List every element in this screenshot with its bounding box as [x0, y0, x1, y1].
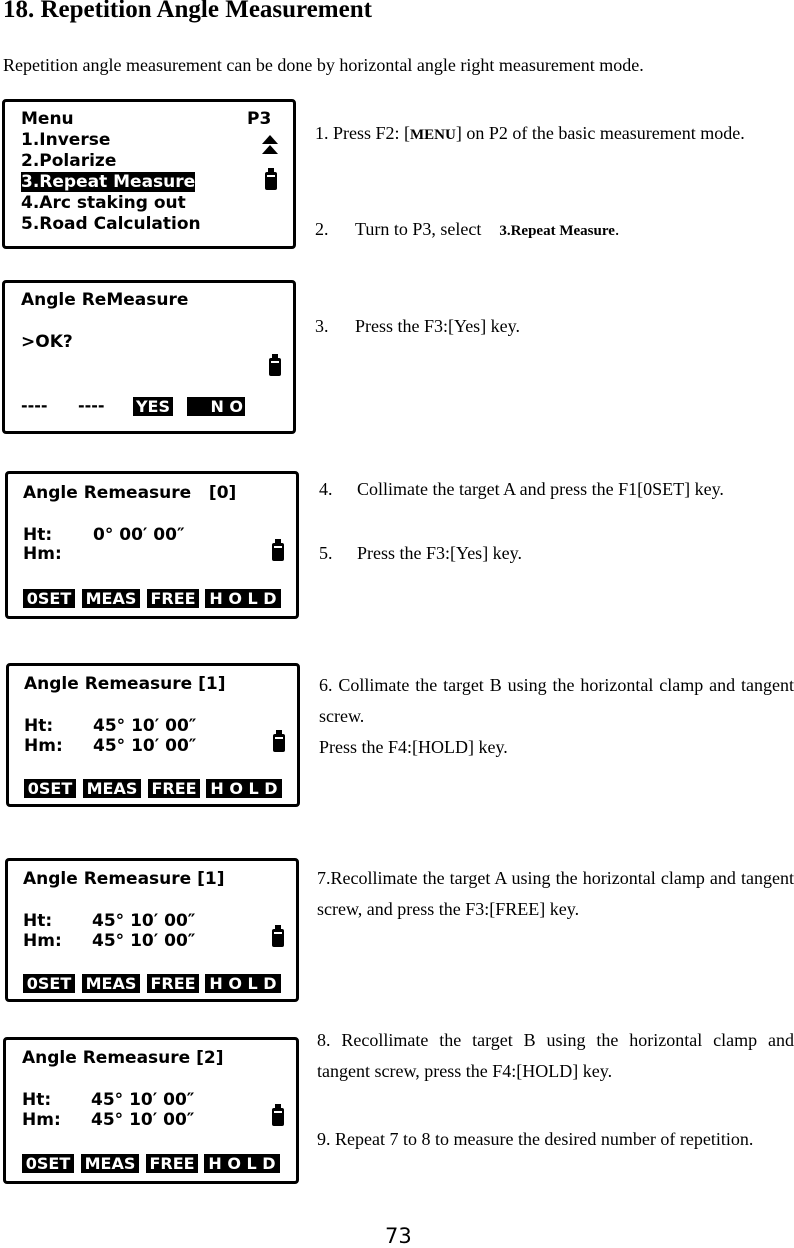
- step-7-text: 7.Recollimate the target A using the horizontal clamp and tangent screw, and press the F3:[FREE] key.: [317, 868, 794, 919]
- ht-label: Ht:: [23, 525, 53, 545]
- screen-remeasure-2: [3, 1037, 299, 1184]
- softkey-0set[interactable]: 0SET: [24, 779, 76, 798]
- hm-value: 45° 10′ 00″: [92, 931, 196, 951]
- hm-value: 45° 10′ 00″: [91, 1110, 195, 1130]
- battery-icon: [272, 1108, 284, 1126]
- ht-value: 45° 10′ 00″: [93, 716, 197, 736]
- softkey-free[interactable]: FREE: [147, 589, 199, 608]
- softkey-0set[interactable]: 0SET: [23, 974, 75, 993]
- screen-menu: [2, 99, 296, 249]
- hm-label: Hm:: [22, 1110, 61, 1130]
- ht-label: Ht:: [23, 911, 53, 931]
- step-1-text: 1. Press F2: [MENU] on P2 of the basic measurement mode.: [315, 123, 745, 143]
- step-4-text: 4. Collimate the target A and press the F1[0SET] key.: [319, 479, 724, 499]
- softkey-meas[interactable]: MEAS: [83, 779, 141, 798]
- remeasure-title: Angle Remeasure [1]: [24, 674, 226, 694]
- battery-icon: [265, 172, 277, 190]
- softkey-hold[interactable]: H O L D: [205, 974, 281, 993]
- softkey-hold[interactable]: H O L D: [206, 779, 282, 798]
- double-up-arrow-icon: [262, 135, 278, 155]
- menu-item-arc-staking[interactable]: 4.Arc staking out: [21, 193, 186, 213]
- menu-item-repeat-measure[interactable]: 3.Repeat Measure: [21, 172, 196, 192]
- softkey-hold[interactable]: H O L D: [205, 589, 281, 608]
- battery-icon: [273, 734, 285, 752]
- page-number: 73: [385, 1224, 412, 1248]
- softkey-free[interactable]: FREE: [146, 1154, 198, 1173]
- hm-value: 45° 10′ 00″: [93, 736, 197, 756]
- step-6-text: 6. Collimate the target B using the horizontal clamp and tangent screw. Press the F4:[HOLD] key.: [319, 675, 794, 757]
- remeasure-title: Angle Remeasure [1]: [23, 869, 225, 889]
- menu-title: Menu: [21, 109, 74, 129]
- screen-confirm: [2, 280, 296, 434]
- softkey-meas[interactable]: MEAS: [82, 589, 140, 608]
- softkey-meas[interactable]: MEAS: [82, 974, 140, 993]
- ht-label: Ht:: [22, 1090, 52, 1110]
- step-9-text: 9. Repeat 7 to 8 to measure the desired number of repetition.: [317, 1129, 754, 1149]
- step-5-text: 5. Press the F3:[Yes] key.: [319, 543, 523, 563]
- step-8-text: 8. Recollimate the target B using the horizontal clamp and tangent screw, press the F4:[HOLD] key.: [317, 1030, 794, 1081]
- softkey-yes[interactable]: YES: [133, 397, 173, 416]
- ht-value: 45° 10′ 00″: [92, 911, 196, 931]
- hm-label: Hm:: [23, 931, 62, 951]
- screen-remeasure-1b: [5, 858, 299, 1002]
- softkey-free[interactable]: FREE: [148, 779, 200, 798]
- screen-remeasure-0: [5, 471, 299, 619]
- remeasure-title: Angle Remeasure [2]: [22, 1048, 224, 1068]
- battery-icon: [272, 543, 284, 561]
- softkey-f1[interactable]: ----: [21, 396, 48, 415]
- softkey-hold[interactable]: H O L D: [204, 1154, 280, 1173]
- softkey-no[interactable]: N O: [187, 397, 245, 416]
- hm-label: Hm:: [24, 736, 63, 756]
- softkey-0set[interactable]: 0SET: [23, 589, 75, 608]
- menu-item-polarize[interactable]: 2.Polarize: [21, 151, 117, 171]
- intro-text: Repetition angle measurement can be done by horizontal angle right measurement mode.: [3, 55, 644, 75]
- ht-label: Ht:: [24, 716, 54, 736]
- step-2-text: 2. Turn to P3, select 3.Repeat Measure.: [315, 219, 620, 239]
- menu-page: P3: [247, 109, 272, 129]
- softkey-free[interactable]: FREE: [147, 974, 199, 993]
- confirm-title: Angle ReMeasure: [21, 290, 189, 310]
- hm-label: Hm:: [23, 544, 62, 564]
- softkey-f2[interactable]: ----: [78, 396, 105, 415]
- softkey-meas[interactable]: MEAS: [81, 1154, 139, 1173]
- screen-remeasure-1a: [6, 663, 300, 807]
- menu-item-inverse[interactable]: 1.Inverse: [21, 130, 111, 150]
- softkey-0set[interactable]: 0SET: [22, 1154, 74, 1173]
- battery-icon: [269, 358, 281, 376]
- battery-icon: [272, 929, 284, 947]
- step-3-text: 3. Press the F3:[Yes] key.: [315, 316, 521, 336]
- confirm-prompt: >OK?: [21, 332, 73, 352]
- ht-value: 45° 10′ 00″: [91, 1090, 195, 1110]
- menu-item-road-calculation[interactable]: 5.Road Calculation: [21, 214, 201, 234]
- page-title: 18. Repetition Angle Measurement: [3, 0, 372, 23]
- ht-value: 0° 00′ 00″: [93, 525, 185, 545]
- remeasure-title: Angle Remeasure [0]: [23, 483, 237, 503]
